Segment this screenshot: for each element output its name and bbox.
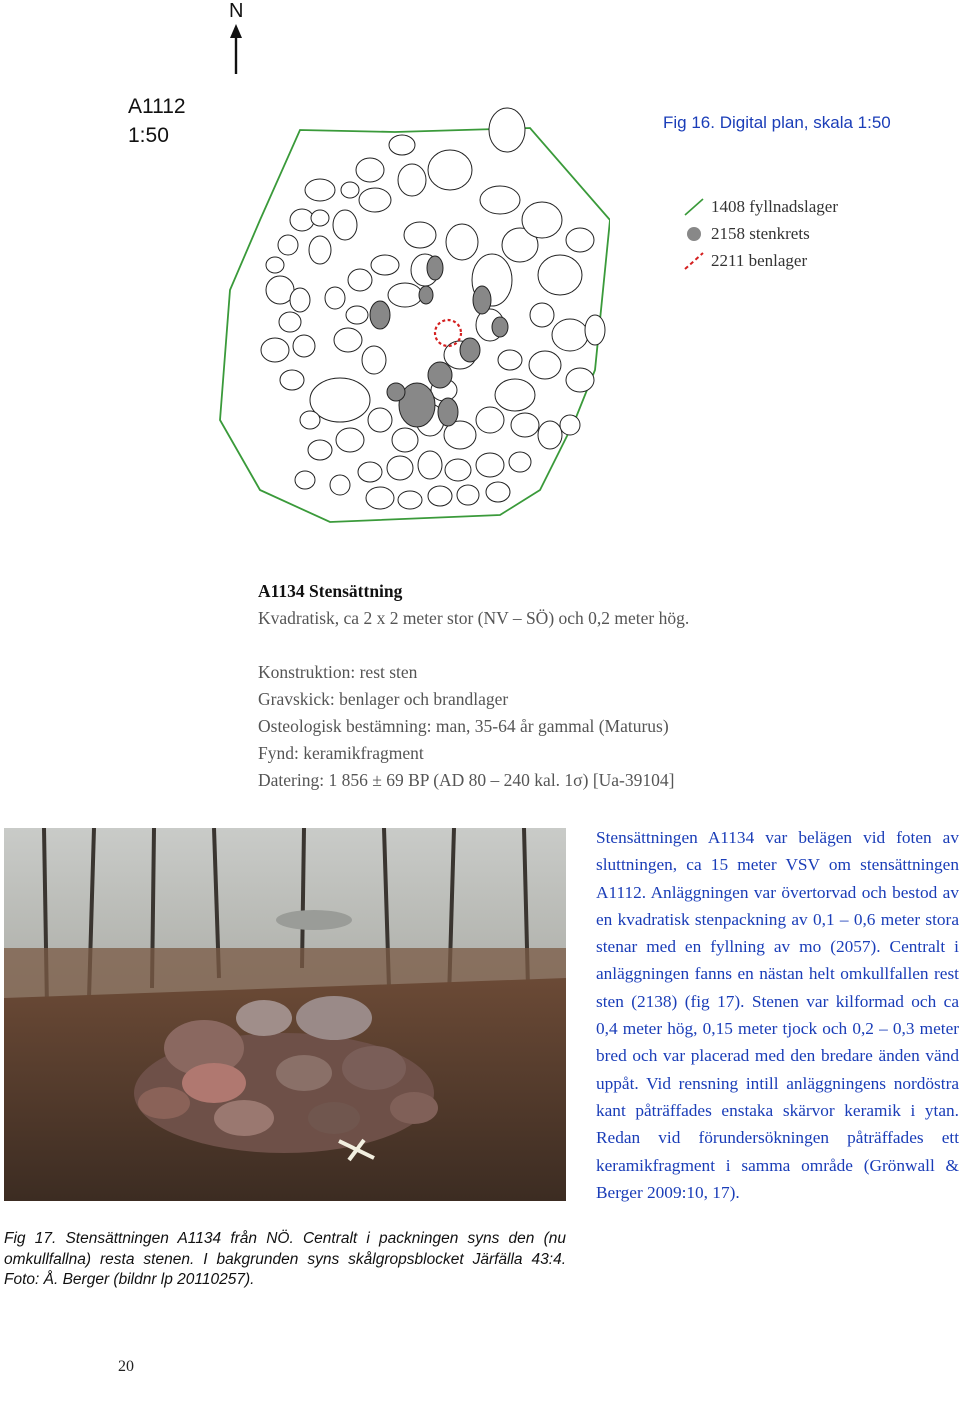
plan-scale: 1:50 bbox=[128, 124, 169, 147]
green-line-icon bbox=[683, 197, 705, 217]
body-paragraph: Stensättningen A1134 var belägen vid foten av sluttningen, ca 15 meter VSV om stensättningen A1112. Anläggningen var övertorvad och bestod av en kvadratisk stenpackning av 0,1 – 0,6 meter stora stenar med en fyllning av mo (2057). Centralt i anläggningen fanns en nästan helt omkullfallen rest sten (2138) (fig 17). Stenen var kilformad och ca 0,4 meter hög, 0,15 meter tjock och 0,2 – 0,3 meter bred och var placerad med den bredare änden vänd uppåt. Vid rensning intill anläggningens nordöstra kant påträffades enstaka skärvor keramik i ytan. Redan vid förundersökningen påträffades ett keramikfragment i samma område (Grönwall & Berger 2009:10, 17). bbox=[596, 828, 959, 1202]
section-title: A1134 Stensättning bbox=[258, 581, 403, 601]
section-subtitle: Kvadratisk, ca 2 x 2 meter stor (NV – SÖ) och 0,2 meter hög. bbox=[258, 608, 690, 628]
feature-description bbox=[258, 578, 918, 794]
legend-label: 2211 benlager bbox=[711, 250, 808, 270]
dating-line: Datering: 1 856 ± 69 BP (AD 80 – 240 kal. 1σ) [Ua-39104] bbox=[258, 770, 675, 790]
finds-line: Fynd: keramikfragment bbox=[258, 743, 424, 763]
north-label: N bbox=[229, 0, 244, 22]
stone-packing bbox=[261, 108, 605, 509]
legend bbox=[683, 193, 838, 274]
site-photo bbox=[4, 828, 566, 1201]
legend-item-bone bbox=[683, 247, 838, 274]
fig17-caption: Fig 17. Stensättningen A1134 från NÖ. Centralt i packningen syns den (nu omkullfallna) resta stenen. I bakgrunden syns skålgropsblocket Järfälla 43:4. Foto: Å. Berger (bildnr lp 20110257). bbox=[4, 1230, 566, 1288]
burial-line: Gravskick: benlager och brandlager bbox=[258, 689, 509, 709]
osteology-line: Osteologisk bestämning: man, 35-64 år gammal (Maturus) bbox=[258, 716, 669, 736]
gray-dot-icon bbox=[683, 224, 705, 244]
legend-label: 1408 fyllnadslager bbox=[711, 196, 838, 216]
fig16-caption: Fig 16. Digital plan, skala 1:50 bbox=[663, 113, 891, 132]
legend-label: 2158 stenkrets bbox=[711, 223, 810, 243]
red-dash-icon bbox=[683, 251, 705, 271]
legend-item-stone bbox=[683, 220, 838, 247]
legend-item-fill bbox=[683, 193, 838, 220]
excavation-plan-drawing bbox=[200, 90, 610, 530]
page-number: 20 bbox=[118, 1358, 134, 1375]
construction-line: Konstruktion: rest sten bbox=[258, 662, 418, 682]
plan-id-block bbox=[128, 92, 186, 150]
plan-id: A1112 bbox=[128, 95, 186, 118]
north-arrow-icon bbox=[226, 22, 246, 76]
